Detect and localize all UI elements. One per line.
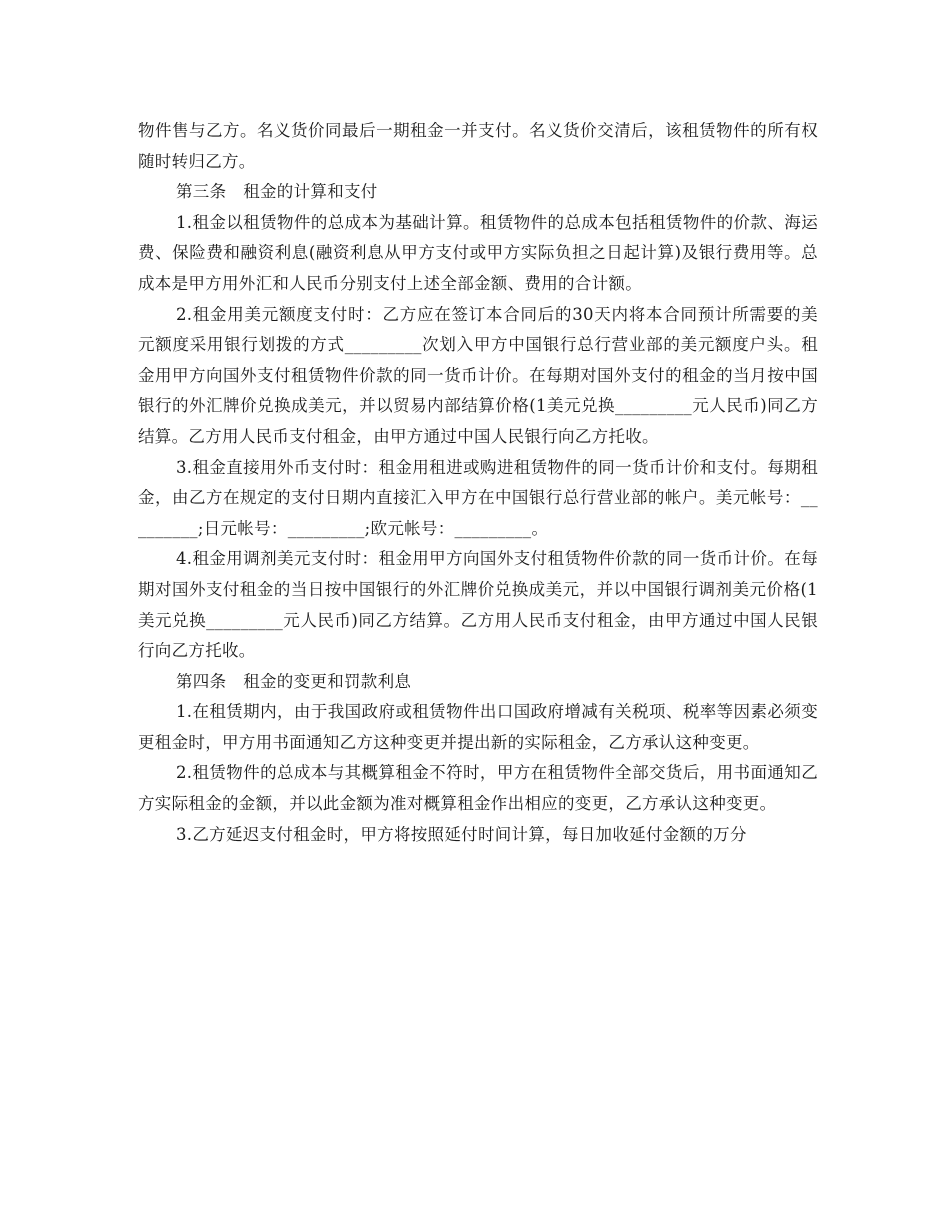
paragraph: 3.乙方延迟支付租金时，甲方将按照延付时间计算，每日加收延付金额的万分	[176, 824, 747, 844]
paragraph: 1.租金以租赁物件的总成本为基础计算。租赁物件的总成本包括租赁物件的价款、海运费、保险费和融资利息(融资利息从甲方支付或甲方实际负担之日起计算)及银行费用等。总成本是甲方用外汇和人民币分别支付上述全部金额、费用的合计额。	[138, 212, 818, 293]
paragraph: 物件售与乙方。名义货价同最后一期租金一并支付。名义货价交清后，该租赁物件的所有权随时转归乙方。	[138, 121, 818, 171]
paragraph: 3.租金直接用外币支付时：租金用租进或购进租赁物件的同一货币计价和支付。每期租金，由乙方在规定的支付日期内直接汇入甲方在中国银行总行营业部的帐户。美元帐号：_________;日元帐号：_________;欧元帐号：_________。	[138, 457, 818, 538]
paragraph: 2.租金用美元额度支付时：乙方应在签订本合同后的30天内将本合同预计所需要的美元额度采用银行划拨的方式_________次划入甲方中国银行总行营业部的美元额度户头。租金用甲方向国外支付租赁物件价款的同一货币计价。在每期对国外支付的租金的当月按中国银行的外汇牌价兑换成美元，并以贸易内部结算价格(1美元兑换_________元人民币)同乙方结算。乙方用人民币支付租金，由甲方通过中国人民银行向乙方托收。	[138, 304, 818, 446]
section-heading-article-3: 第三条 租金的计算和支付	[176, 182, 378, 202]
paragraph: 1.在租赁期内，由于我国政府或租赁物件出口国政府增减有关税项、税率等因素必须变更租金时，甲方用书面通知乙方这种变更并提出新的实际租金，乙方承认这种变更。	[138, 702, 818, 752]
paragraph: 2.租赁物件的总成本与其概算租金不符时，甲方在租赁物件全部交货后，用书面通知乙方实际租金的金额，并以此金额为准对概算租金作出相应的变更，乙方承认这种变更。	[138, 763, 818, 814]
paragraph: 4.租金用调剂美元支付时：租金用甲方向国外支付租赁物件价款的同一货币计价。在每期对国外支付租金的当日按中国银行的外汇牌价兑换成美元，并以中国银行调剂美元价格(1美元兑换_________元人民币)同乙方结算。乙方用人民币支付租金，由甲方通过中国人民银行向乙方托收。	[138, 549, 818, 661]
document-body	[138, 116, 818, 850]
section-heading-article-4: 第四条 租金的变更和罚款利息	[176, 671, 412, 691]
